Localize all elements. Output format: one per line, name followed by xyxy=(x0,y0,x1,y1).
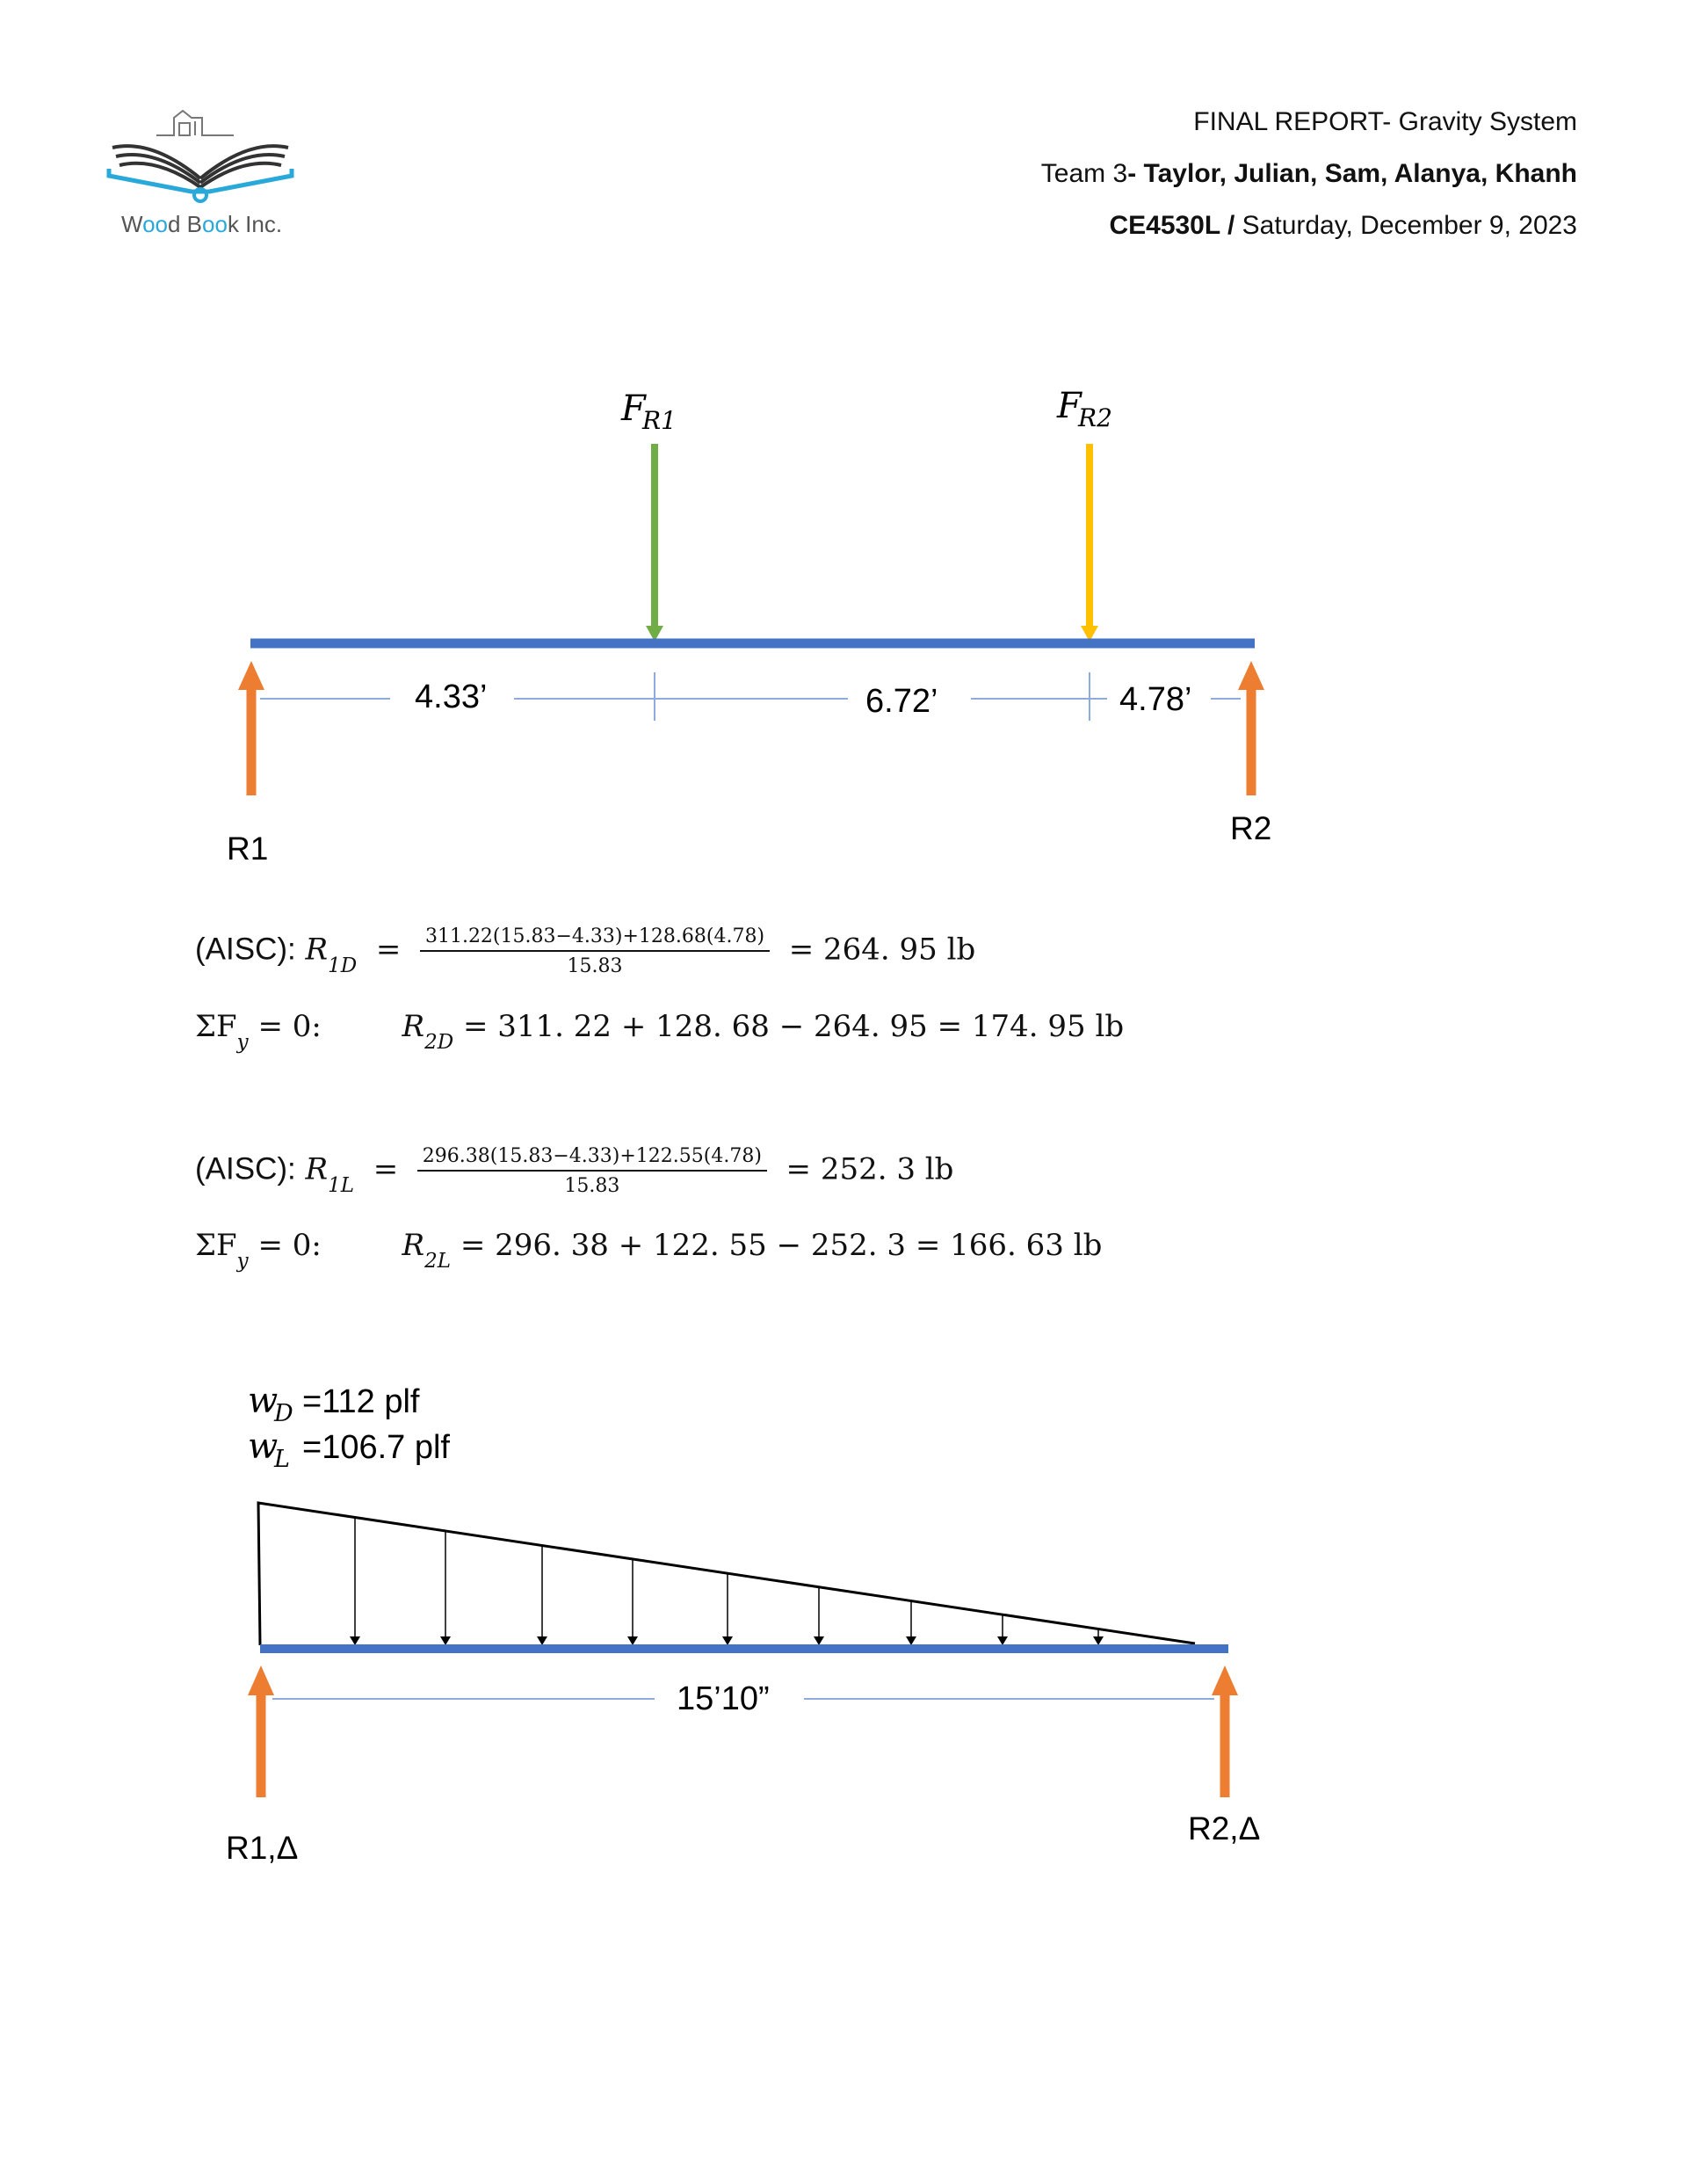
r2-expression: = 311. 22 + 128. 68 − 264. 95 = 174. 95 lb xyxy=(462,1009,1125,1044)
wd-symbol: w xyxy=(248,1381,279,1421)
course-code: CE4530L / xyxy=(1109,211,1235,240)
equation-result: = 252. 3 lb xyxy=(786,1151,954,1187)
wl-subscript: L xyxy=(274,1446,290,1473)
fraction-denominator: 15.83 xyxy=(564,1175,620,1197)
dimension-lines xyxy=(260,672,1241,721)
sum-equals: = 0: xyxy=(257,1009,322,1044)
wd-subscript: D xyxy=(274,1400,293,1427)
r2-subscript: 2D xyxy=(424,1031,454,1054)
team-prefix: Team 3 xyxy=(1040,159,1128,188)
report-date: Saturday, December 9, 2023 xyxy=(1234,211,1577,240)
dimension-3-label: 4.78’ xyxy=(1119,681,1192,718)
r2-symbol: R xyxy=(402,1228,425,1263)
equation-lhs: R xyxy=(305,932,329,968)
span-label: 15’10” xyxy=(677,1680,770,1717)
reaction-right-arrowhead xyxy=(1212,1665,1238,1695)
reaction-left-label: R1,Δ xyxy=(226,1830,299,1866)
triangular-load-outline xyxy=(258,1503,1195,1645)
equation-r1d: (AISC): $R_{1D}$ = $\frac{311.22(15.83-4.33)+128.68(4.78)}{15.83}$ = 264. 95 lb xyxy=(195,925,976,977)
reaction-right-arrowhead xyxy=(1238,661,1264,690)
reaction-left-arrowhead xyxy=(248,1665,274,1695)
wd-value: =112 plf xyxy=(302,1383,420,1420)
sum-forces: ΣF xyxy=(195,1009,237,1044)
force2-subscript: R2 xyxy=(1078,403,1112,432)
reaction-right-label: R2 xyxy=(1230,810,1272,846)
dimension-2-label: 6.72’ xyxy=(865,683,938,720)
course-date-line xyxy=(1109,211,1577,241)
equation-fraction xyxy=(420,925,770,977)
logo-wordmark: Wood Book Inc. xyxy=(121,211,283,237)
equation-r2d xyxy=(195,1009,1125,1054)
reaction-left-label: R1 xyxy=(227,831,269,867)
equation-lhs-subscript: 1L xyxy=(328,1173,355,1197)
equation-fraction xyxy=(417,1145,767,1197)
r2-expression: = 296. 38 + 122. 55 − 252. 3 = 166. 63 lb xyxy=(460,1228,1103,1263)
distributed-load-beam-diagram xyxy=(0,1371,1687,1881)
r2-symbol: R xyxy=(402,1009,425,1044)
wl-symbol: w xyxy=(248,1426,279,1467)
equation-result: = 264. 95 lb xyxy=(788,932,976,968)
reaction-left-arrowhead xyxy=(238,661,264,690)
equation-label: (AISC): xyxy=(195,1151,296,1186)
book-house-logo-icon xyxy=(104,104,306,209)
force1-symbol: F xyxy=(621,388,646,429)
sum-subscript: y xyxy=(236,1250,249,1273)
equation-label: (AISC): xyxy=(195,932,296,967)
equation-r2l xyxy=(195,1228,1103,1273)
report-title: FINAL REPORT- Gravity System xyxy=(1193,107,1577,136)
sum-forces: ΣF xyxy=(195,1228,237,1263)
sum-equals: = 0: xyxy=(257,1228,322,1263)
force2-symbol: F xyxy=(1057,386,1082,426)
force1-subscript: R1 xyxy=(642,406,677,435)
company-logo xyxy=(104,104,306,244)
equation-lhs: R xyxy=(305,1151,329,1187)
r2-subscript: 2L xyxy=(424,1250,451,1273)
wl-value: =106.7 plf xyxy=(302,1429,450,1466)
team-line xyxy=(1041,159,1577,189)
equation-lhs-subscript: 1D xyxy=(328,954,358,977)
fraction-numerator: 296.38(15.83−4.33)+122.55(4.78) xyxy=(417,1145,767,1172)
sum-subscript: y xyxy=(236,1031,249,1054)
team-members: - Taylor, Julian, Sam, Alanya, Khanh xyxy=(1127,159,1577,188)
fraction-denominator: 15.83 xyxy=(567,955,623,977)
dimension-1-label: 4.33’ xyxy=(415,678,488,715)
reaction-right-label: R2,Δ xyxy=(1188,1810,1261,1847)
fraction-numerator: 311.22(15.83−4.33)+128.68(4.78) xyxy=(420,925,770,952)
equation-r1l: (AISC): $R_{1L}$ = $\frac{296.38(15.83-4.33)+122.55(4.78)}{15.83}$ = 252. 3 lb xyxy=(195,1145,954,1197)
point-load-beam-diagram xyxy=(0,369,1687,896)
load-arrowheads xyxy=(350,1636,1104,1645)
